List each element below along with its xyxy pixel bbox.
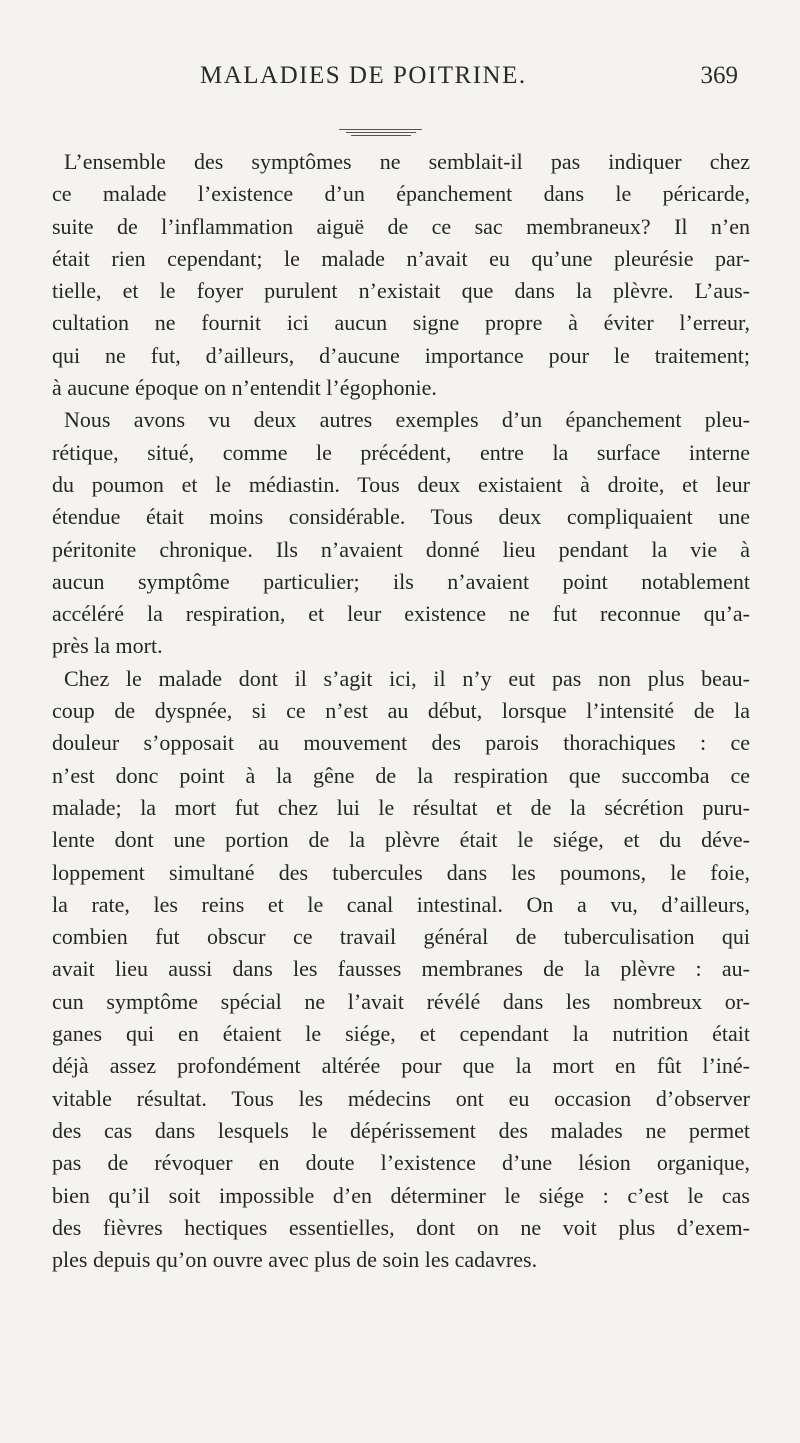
- text-line: était rien cependant; le malade n’avait eu qu’une pleurésie par-: [52, 245, 750, 271]
- text-line: lente dont une portion de la plèvre était le siége, et du déve-: [52, 827, 750, 853]
- running-head: MALADIES DE POITRINE.: [200, 62, 527, 89]
- text-line: L’ensemble des symptômes ne semblait-il pas indiquer chez: [64, 149, 750, 174]
- page-header: [200, 62, 738, 96]
- text-line: du poumon et le médiastin. Tous deux existaient à droite, et leur: [52, 471, 750, 497]
- text-line: vitable résultat. Tous les médecins ont eu occasion d’observer: [52, 1085, 750, 1111]
- text-line: bien qu’il soit impossible d’en déterminer le siége : c’est le cas: [52, 1182, 750, 1208]
- text-line: péritonite chronique. Ils n’avaient donné lieu pendant la vie à: [52, 536, 750, 562]
- text-line: coup de dyspnée, si ce n’est au début, lorsque l’intensité de la: [52, 698, 750, 724]
- text-line: n’est donc point à la gêne de la respiration que succomba ce: [52, 762, 750, 788]
- text-line: cultation ne fournit ici aucun signe propre à éviter l’erreur,: [52, 310, 750, 336]
- text-line: combien fut obscur ce travail général de tuberculisation qui: [52, 924, 750, 950]
- page-number: 369: [700, 62, 738, 89]
- text-line: douleur s’opposait au mouvement des parois thorachiques : ce: [52, 730, 750, 756]
- paragraph: [52, 663, 750, 1277]
- text-line: à aucune époque on n’entendit l’égophonie.: [52, 375, 437, 401]
- text-line: cun symptôme spécial ne l’avait révélé dans les nombreux or-: [52, 988, 750, 1014]
- text-line: ce malade l’existence d’un épanchement dans le péricarde,: [52, 181, 750, 207]
- section-ornament: [339, 127, 422, 137]
- paragraph: [52, 146, 750, 404]
- text-line: malade; la mort fut chez lui le résultat et de la sécrétion puru-: [52, 794, 750, 820]
- text-line: des fièvres hectiques essentielles, dont on ne voit plus d’exem-: [52, 1214, 750, 1240]
- paragraph: [52, 404, 750, 662]
- text-line: ganes qui en étaient le siége, et cependant la nutrition était: [52, 1021, 750, 1047]
- text-line: pas de révoquer en doute l’existence d’une lésion organique,: [52, 1150, 750, 1176]
- text-line: la rate, les reins et le canal intestinal. On a vu, d’ailleurs,: [52, 891, 750, 917]
- text-line: étendue était moins considérable. Tous deux compliquaient une: [52, 504, 750, 530]
- text-line: rétique, situé, comme le précédent, entre la surface interne: [52, 439, 750, 465]
- text-line: suite de l’inflammation aiguë de ce sac membraneux? Il n’en: [52, 213, 750, 239]
- text-line: Nous avons vu deux autres exemples d’un épanchement pleu-: [64, 407, 750, 433]
- text-line: ples depuis qu’on ouvre avec plus de soin les cadavres.: [52, 1247, 538, 1273]
- text-line: Chez le malade dont il s’agit ici, il n’y eut pas non plus beau-: [64, 665, 750, 691]
- text-line: aucun symptôme particulier; ils n’avaient point notablement: [52, 568, 750, 594]
- text-line: déjà assez profondément altérée pour que la mort en fût l’iné-: [52, 1053, 750, 1079]
- text-line: près la mort.: [52, 633, 163, 659]
- text-line: qui ne fut, d’ailleurs, d’aucune importance pour le traitement;: [52, 342, 750, 368]
- text-line: tielle, et le foyer purulent n’existait que dans la plèvre. L’aus-: [52, 278, 750, 304]
- text-line: accéléré la respiration, et leur existence ne fut reconnue qu’a-: [52, 601, 750, 627]
- text-line: loppement simultané des tubercules dans les poumons, le foie,: [52, 859, 750, 885]
- body-text: [52, 146, 750, 1276]
- text-line: avait lieu aussi dans les fausses membranes de la plèvre : au-: [52, 956, 750, 982]
- text-line: des cas dans lesquels le dépérissement des malades ne permet: [52, 1117, 750, 1143]
